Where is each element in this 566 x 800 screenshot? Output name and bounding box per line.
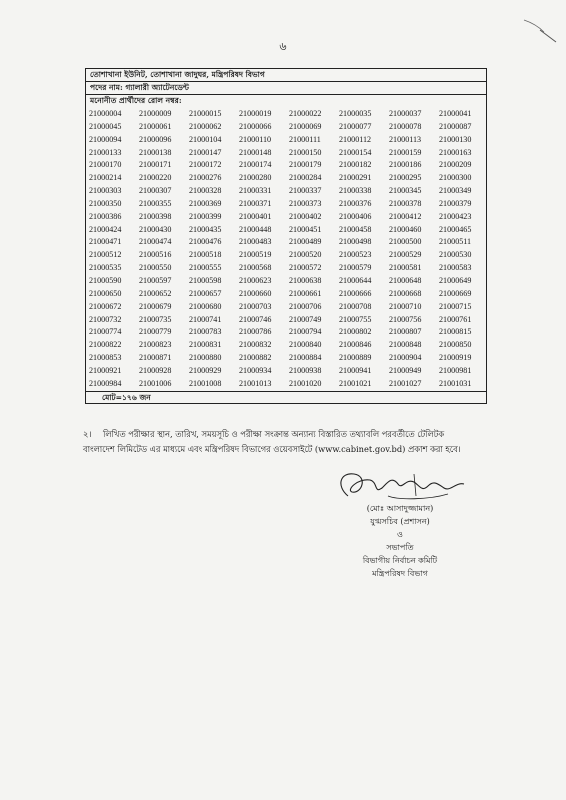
roll-number-cell: 21000458 bbox=[339, 224, 372, 234]
roll-number-cell: 21000078 bbox=[389, 121, 422, 131]
roll-number-cell: 21000555 bbox=[189, 263, 222, 273]
roll-number-cell: 21000398 bbox=[139, 211, 172, 221]
roll-number-cell: 21000179 bbox=[289, 160, 322, 170]
roll-number-cell: 21000373 bbox=[289, 198, 322, 208]
roll-number-cell: 21000349 bbox=[439, 186, 472, 196]
roll-number-cell: 21000112 bbox=[339, 134, 372, 144]
section-title: তোশাখানা ইউনিট, তোশাখানা জাদুঘর, মন্ত্রিপরিষদ বিভাগ bbox=[86, 69, 486, 82]
roll-number-cell: 21000460 bbox=[389, 224, 422, 234]
signatory-name: (মোঃ আসাদুজ্জামান) bbox=[366, 504, 434, 513]
roll-number-cell: 21000041 bbox=[439, 109, 472, 118]
roll-number-cell: 21000376 bbox=[339, 198, 372, 208]
signatory-conjunction: ও bbox=[397, 530, 403, 539]
roll-number-cell: 21000094 bbox=[89, 134, 122, 144]
roll-number-cell: 21000338 bbox=[339, 186, 372, 196]
roll-number-cell: 21000512 bbox=[89, 250, 122, 260]
roll-number-cell: 21000779 bbox=[139, 327, 172, 337]
roll-number-cell: 21000889 bbox=[339, 353, 372, 363]
roll-number-cell: 21000220 bbox=[139, 173, 172, 183]
roll-number-cell: 21000938 bbox=[289, 365, 322, 375]
roll-number-cell: 21000579 bbox=[339, 263, 372, 273]
roll-number-cell: 21000519 bbox=[239, 250, 272, 260]
roll-number-cell: 21000774 bbox=[89, 327, 122, 337]
roll-number-cell: 21000934 bbox=[239, 365, 272, 375]
roll-number-cell: 21000848 bbox=[389, 340, 422, 350]
roll-number-cell: 21000209 bbox=[439, 160, 472, 170]
roll-number-cell: 21000949 bbox=[389, 365, 422, 375]
roll-number-cell: 21000568 bbox=[239, 263, 272, 273]
roll-number-cell: 21000412 bbox=[389, 211, 422, 221]
roll-number-cell: 21000802 bbox=[339, 327, 372, 337]
roll-number-cell: 21000529 bbox=[389, 250, 422, 260]
roll-number-cell: 21000170 bbox=[89, 160, 122, 170]
roll-number-cell: 21000741 bbox=[189, 314, 222, 324]
roll-number-cell: 21000815 bbox=[439, 327, 472, 337]
roll-number-cell: 21000831 bbox=[189, 340, 222, 350]
signatory-department: মন্ত্রিপরিষদ বিভাগ bbox=[372, 569, 428, 578]
roll-number-cell: 21000708 bbox=[339, 301, 372, 311]
roll-number-cell: 21000511 bbox=[439, 237, 472, 247]
paragraph-line-2: বাংলাদেশ লিমিটেড এর মাধ্যমে এবং মন্ত্রিপরিষদ বিভাগের ওয়েবসাইটে (www.cabinet.gov.bd) প্রকাশ করা হবে। bbox=[83, 444, 461, 454]
roll-number-cell: 21000846 bbox=[339, 340, 372, 350]
roll-number-cell: 21000516 bbox=[139, 250, 172, 260]
roll-number-cell: 21000755 bbox=[339, 314, 372, 324]
roll-number-cell: 21000523 bbox=[339, 250, 372, 260]
roll-number-cell: 21000715 bbox=[439, 301, 472, 311]
roll-number-cell: 21000749 bbox=[289, 314, 322, 324]
roll-number-cell: 21000597 bbox=[139, 275, 172, 285]
roll-number-cell: 21000077 bbox=[339, 121, 372, 131]
roll-number-cell: 21000148 bbox=[239, 147, 272, 157]
roll-number-cell: 21001006 bbox=[139, 378, 172, 388]
roll-number-cell: 21000104 bbox=[189, 134, 222, 144]
roll-number-cell: 21000172 bbox=[189, 160, 222, 170]
roll-number-cell: 21000111 bbox=[289, 134, 321, 144]
roll-number-cell: 21000163 bbox=[439, 147, 472, 157]
roll-number-cell: 21000331 bbox=[239, 186, 272, 196]
roll-number-cell: 21001021 bbox=[339, 378, 372, 388]
roll-number-cell: 21000037 bbox=[389, 109, 422, 118]
roll-number-cell: 21000154 bbox=[339, 147, 372, 157]
roll-number-cell: 21000096 bbox=[139, 134, 172, 144]
roll-number-cell: 21001013 bbox=[239, 378, 272, 388]
roll-number-cell: 21000035 bbox=[339, 109, 372, 118]
roll-number-cell: 21000882 bbox=[239, 353, 272, 363]
roll-number-cell: 21000735 bbox=[139, 314, 172, 324]
roll-number-cell: 21000583 bbox=[439, 263, 472, 273]
roll-number-cell: 21000783 bbox=[189, 327, 222, 337]
roll-number-cell: 21000598 bbox=[189, 275, 222, 285]
roll-number-cell: 21000679 bbox=[139, 301, 172, 311]
roll-number-cell: 21000355 bbox=[139, 198, 172, 208]
signatory-role: সভাপতি bbox=[386, 543, 414, 552]
roll-number-cell: 21000761 bbox=[439, 314, 472, 324]
roll-number-cell: 21000345 bbox=[389, 186, 422, 196]
roll-number-cell: 21000009 bbox=[139, 109, 172, 118]
roll-number-cell: 21000590 bbox=[89, 275, 122, 285]
roll-number-cell: 21000182 bbox=[339, 160, 372, 170]
roll-number-cell: 21000186 bbox=[389, 160, 422, 170]
roll-number-grid bbox=[86, 108, 486, 391]
roll-number-cell: 21000550 bbox=[139, 263, 172, 273]
roll-number-cell: 21000981 bbox=[439, 365, 472, 375]
roll-number-cell: 21000435 bbox=[189, 224, 222, 234]
signatory-committee: বিভাগীয় নির্বাচন কমিটি bbox=[362, 556, 438, 565]
roll-number-cell: 21000061 bbox=[139, 121, 172, 131]
notice-paragraph bbox=[83, 427, 493, 457]
roll-number-cell: 21000680 bbox=[189, 301, 222, 311]
roll-number-cell: 21000471 bbox=[89, 237, 122, 247]
roll-number-cell: 21000807 bbox=[389, 327, 422, 337]
roll-number-cell: 21000904 bbox=[389, 353, 422, 363]
roll-number-cell: 21000401 bbox=[239, 211, 272, 221]
roll-number-cell: 21000150 bbox=[289, 147, 322, 157]
roll-number-cell: 21000853 bbox=[89, 353, 122, 363]
roll-number-cell: 21000668 bbox=[389, 288, 422, 298]
roll-number-cell: 21000062 bbox=[189, 121, 222, 131]
roll-number-cell: 21000746 bbox=[239, 314, 272, 324]
roll-number-cell: 21000660 bbox=[239, 288, 272, 298]
roll-number-cell: 21000661 bbox=[289, 288, 322, 298]
roll-number-cell: 21000732 bbox=[89, 314, 122, 324]
roll-number-cell: 21000159 bbox=[389, 147, 422, 157]
roll-number-cell: 21000644 bbox=[339, 275, 372, 285]
roll-number-cell: 21000498 bbox=[339, 237, 372, 247]
selected-candidates-table bbox=[85, 68, 487, 404]
roll-number-cell: 21000919 bbox=[439, 353, 472, 363]
roll-number-cell: 21000880 bbox=[189, 353, 222, 363]
roll-number-cell: 21000520 bbox=[289, 250, 322, 260]
roll-number-cell: 21000451 bbox=[289, 224, 322, 234]
roll-number-cell: 21000710 bbox=[389, 301, 422, 311]
roll-number-cell: 21000884 bbox=[289, 353, 322, 363]
roll-number-cell: 21000406 bbox=[339, 211, 372, 221]
roll-number-cell: 21000465 bbox=[439, 224, 472, 234]
roll-number-cell: 21000066 bbox=[239, 121, 272, 131]
roll-number-cell: 21000756 bbox=[389, 314, 422, 324]
roll-number-cell: 21000350 bbox=[89, 198, 122, 208]
roll-number-cell: 21000840 bbox=[289, 340, 322, 350]
roll-number-cell: 21000500 bbox=[389, 237, 422, 247]
paragraph-number: ২। bbox=[83, 429, 92, 439]
roll-number-cell: 21000638 bbox=[289, 275, 322, 285]
roll-number-cell: 21000822 bbox=[89, 340, 122, 350]
roll-number-cell: 21000295 bbox=[389, 173, 422, 183]
roll-number-cell: 21000276 bbox=[189, 173, 222, 183]
roll-number-cell: 21000133 bbox=[89, 147, 122, 157]
roll-number-cell: 21000823 bbox=[139, 340, 172, 350]
roll-number-cell: 21000022 bbox=[289, 109, 322, 118]
roll-number-cell: 21000581 bbox=[389, 263, 422, 273]
roll-number-cell: 21000518 bbox=[189, 250, 222, 260]
roll-number-cell: 21000337 bbox=[289, 186, 322, 196]
roll-number-cell: 21000489 bbox=[289, 237, 322, 247]
roll-number-cell: 21000657 bbox=[189, 288, 222, 298]
roll-number-cell: 21000303 bbox=[89, 186, 122, 196]
roll-number-cell: 21000174 bbox=[239, 160, 272, 170]
roll-number-cell: 21000423 bbox=[439, 211, 472, 221]
roll-number-cell: 21000666 bbox=[339, 288, 372, 298]
roll-number-cell: 21000921 bbox=[89, 365, 122, 375]
roll-number-cell: 21000623 bbox=[239, 275, 272, 285]
roll-number-cell: 21000648 bbox=[389, 275, 422, 285]
roll-number-cell: 21001031 bbox=[439, 378, 472, 388]
roll-number-cell: 21000379 bbox=[439, 198, 472, 208]
roll-number-cell: 21000984 bbox=[89, 378, 122, 388]
roll-number-cell: 21000019 bbox=[239, 109, 272, 118]
roll-number-cell: 21000652 bbox=[139, 288, 172, 298]
roll-number-cell: 21000378 bbox=[389, 198, 422, 208]
roll-number-cell: 21000535 bbox=[89, 263, 122, 273]
roll-number-cell: 21000430 bbox=[139, 224, 172, 234]
roll-number-cell: 21000530 bbox=[439, 250, 472, 260]
roll-number-cell: 21000832 bbox=[239, 340, 272, 350]
roll-number-cell: 21001008 bbox=[189, 378, 222, 388]
roll-number-cell: 21001027 bbox=[389, 378, 422, 388]
roll-number-cell: 21000280 bbox=[239, 173, 272, 183]
roll-number-cell: 21000113 bbox=[389, 134, 422, 144]
roll-number-cell: 21000369 bbox=[189, 198, 222, 208]
roll-number-cell: 21000015 bbox=[189, 109, 222, 118]
roll-number-cell: 21000650 bbox=[89, 288, 122, 298]
roll-number-cell: 21000474 bbox=[139, 237, 172, 247]
roll-number-cell: 21000069 bbox=[289, 121, 322, 131]
roll-number-cell: 21000706 bbox=[289, 301, 322, 311]
paragraph-line-1: লিখিত পরীক্ষার স্থান, তারিখ, সময়সূচি ও পরীক্ষা সংক্রান্ত অন্যান্য বিস্তারিত তথ্যাবলি পরবর্তীতে টেলিটক bbox=[103, 429, 445, 439]
roll-number-cell: 21000307 bbox=[139, 186, 172, 196]
roll-number-cell: 21000929 bbox=[189, 365, 222, 375]
roll-number-cell: 21000386 bbox=[89, 211, 122, 221]
roll-number-cell: 21000402 bbox=[289, 211, 322, 221]
roll-number-cell: 21000669 bbox=[439, 288, 472, 298]
roll-number-cell: 21000448 bbox=[239, 224, 272, 234]
page-number: ৬ bbox=[279, 40, 287, 53]
roll-number-cell: 21000045 bbox=[89, 121, 122, 131]
roll-number-cell: 21000703 bbox=[239, 301, 272, 311]
roll-number-cell: 21000147 bbox=[189, 147, 222, 157]
roll-number-cell: 21000424 bbox=[89, 224, 122, 234]
roll-number-cell: 21000649 bbox=[439, 275, 472, 285]
roll-number-cell: 21000328 bbox=[189, 186, 222, 196]
roll-number-cell: 21000871 bbox=[139, 353, 172, 363]
signatory-block bbox=[330, 502, 470, 580]
roll-number-cell: 21000850 bbox=[439, 340, 472, 350]
roll-number-cell: 21000399 bbox=[189, 211, 222, 221]
roll-number-cell: 21000214 bbox=[89, 173, 122, 183]
roll-number-cell: 21000087 bbox=[439, 121, 472, 131]
roll-number-cell: 21000794 bbox=[289, 327, 322, 337]
roll-number-cell: 21000371 bbox=[239, 198, 272, 208]
roll-number-cell: 21000291 bbox=[339, 173, 372, 183]
handwritten-signature bbox=[318, 466, 478, 504]
roll-number-cell: 21000300 bbox=[439, 173, 472, 183]
total-count: মোট=১৭৬ জন bbox=[86, 391, 486, 403]
roll-number-cell: 21000672 bbox=[89, 301, 122, 311]
roll-number-cell: 21001020 bbox=[289, 378, 322, 388]
roll-number-cell: 21000786 bbox=[239, 327, 272, 337]
post-name: পদের নাম: গ্যালারী অ্যাটেনডেন্ট bbox=[86, 82, 486, 95]
roll-number-cell: 21000928 bbox=[139, 365, 172, 375]
signatory-designation: যুগ্মসচিব (প্রশাসন) bbox=[370, 517, 430, 526]
roll-number-cell: 21000110 bbox=[239, 134, 272, 144]
roll-number-cell: 21000941 bbox=[339, 365, 372, 375]
roll-number-cell: 21000171 bbox=[139, 160, 172, 170]
roll-number-cell: 21000130 bbox=[439, 134, 472, 144]
roll-number-cell: 21000004 bbox=[89, 109, 122, 118]
roll-number-cell: 21000483 bbox=[239, 237, 272, 247]
roll-number-cell: 21000476 bbox=[189, 237, 222, 247]
roll-heading: মনোনীত প্রার্থীদের রোল নম্বর: bbox=[90, 96, 182, 105]
roll-number-cell: 21000138 bbox=[139, 147, 172, 157]
roll-number-cell: 21000284 bbox=[289, 173, 322, 183]
roll-number-cell: 21000572 bbox=[289, 263, 322, 273]
